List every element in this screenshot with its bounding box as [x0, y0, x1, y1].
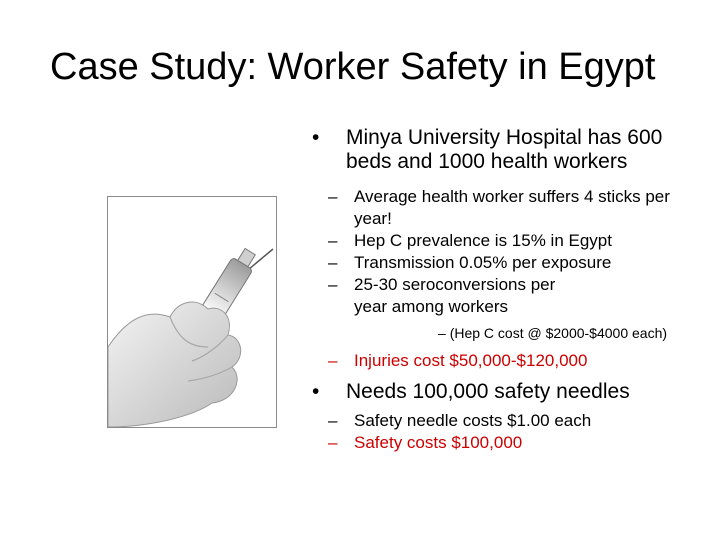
sub-bullet-sticks — [312, 186, 712, 230]
sub-bullet-text: Injuries cost $50,000-$120,000 — [354, 351, 588, 370]
dash-marker: – — [328, 253, 338, 272]
sub-bullet-seroconversions — [312, 274, 712, 318]
dash-marker: – — [328, 275, 338, 294]
sub-bullet-transmission — [312, 252, 712, 274]
dash-marker: – — [328, 351, 338, 370]
sub-sub-bullet-hepc-cost — [312, 324, 712, 342]
bullet-hospital — [312, 126, 712, 174]
sub-bullet-safety-costs — [312, 432, 712, 454]
syringe-hand-photo — [107, 196, 277, 428]
slide-content — [312, 126, 712, 454]
sub-bullet-injuries-cost — [312, 350, 712, 372]
sub-bullet-text: Safety needle costs $1.00 each — [354, 411, 592, 430]
sub-bullet-prevalence — [312, 230, 712, 252]
sub-bullet-text: Average health worker suffers 4 sticks per year! — [354, 187, 670, 228]
dash-marker: – — [438, 325, 446, 341]
bullet-safety-needles — [312, 380, 712, 404]
sub-bullet-text: Safety costs $100,000 — [354, 433, 523, 452]
bullet-text: Needs 100,000 safety needles — [346, 380, 630, 403]
sub-bullet-needle-cost — [312, 410, 712, 432]
dash-marker: – — [328, 433, 338, 452]
sub-sub-bullet-text: (Hep C cost @ $2000-$4000 each) — [449, 325, 668, 341]
slide-title: Case Study: Worker Safety in Egypt — [50, 46, 656, 88]
bullet-marker: • — [312, 126, 320, 149]
sub-bullet-text: 25-30 seroconversions per year among workers — [354, 275, 556, 316]
dash-marker: – — [328, 187, 338, 206]
bullet-marker: • — [312, 380, 320, 403]
syringe-hand-icon — [108, 197, 276, 427]
sub-bullet-text: Transmission 0.05% per exposure — [354, 253, 612, 272]
sub-bullet-text: Hep C prevalence is 15% in Egypt — [354, 231, 612, 250]
dash-marker: – — [328, 231, 338, 250]
bullet-text: Minya University Hospital has 600 beds and 1000 health workers — [346, 126, 663, 173]
dash-marker: – — [328, 411, 338, 430]
